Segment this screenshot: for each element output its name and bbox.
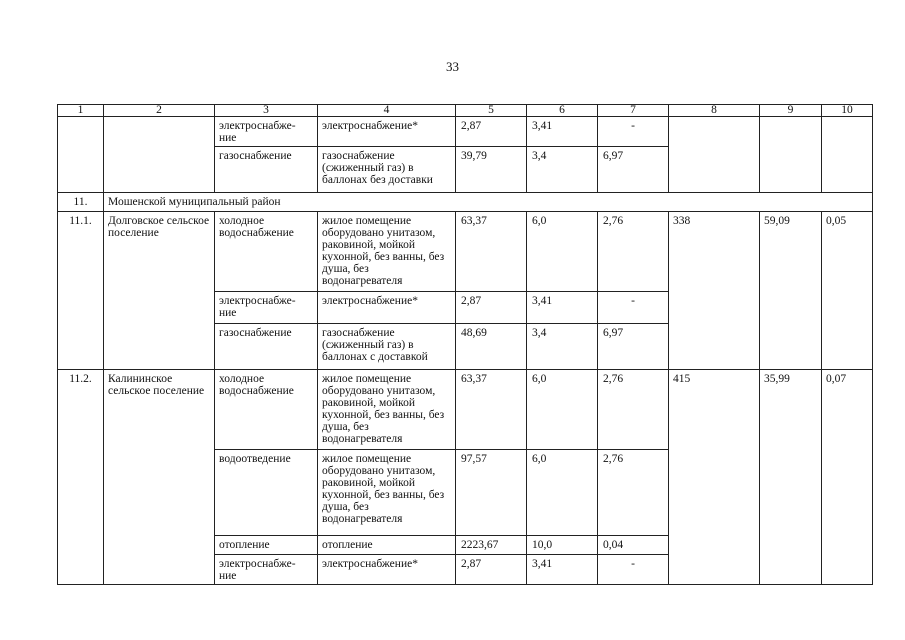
settlement-number: 11.1. [58,212,104,370]
service-cell: холодное водоснабжение [215,212,318,292]
value-cell: 6,97 [598,147,669,193]
value-cell: 0,05 [822,212,873,370]
value-cell: 3,4 [527,324,598,370]
header-cell: 3 [215,105,318,117]
empty-cell [760,117,822,193]
type-cell: электроснабжение* [318,555,456,585]
value-cell: - [598,117,669,147]
value-cell: 6,0 [527,450,598,536]
settlement-name: Долговское сельское поселение [104,212,215,370]
value-cell: 48,69 [456,324,527,370]
header-row [58,105,873,117]
value-cell: 3,41 [527,292,598,324]
type-cell: жилое помещение оборудовано унитазом, раковиной, мойкой кухонной, без ванны, без душа, без водонагревателя [318,212,456,292]
value-cell: 6,0 [527,370,598,450]
value-cell: 6,97 [598,324,669,370]
value-cell: 39,79 [456,147,527,193]
empty-cell [669,117,760,193]
type-cell: жилое помещение оборудовано унитазом, раковиной, мойкой кухонной, без ванны, без душа, без водонагревателя [318,370,456,450]
page-number: 33 [446,59,459,74]
service-cell: газоснабжение [215,324,318,370]
value-cell: 2,87 [456,555,527,585]
value-cell: 59,09 [760,212,822,370]
population-cell: 415 [669,370,760,585]
value-cell: 2,87 [456,117,527,147]
service-cell: электроснабже-ние [215,555,318,585]
tariff-table [57,104,873,585]
service-cell: холодное водоснабжение [215,370,318,450]
empty-cell [58,117,104,193]
empty-cell [104,117,215,193]
value-cell: 0,04 [598,536,669,555]
value-cell: 3,41 [527,117,598,147]
header-cell: 5 [456,105,527,117]
header-cell: 4 [318,105,456,117]
value-cell: - [598,555,669,585]
value-cell: 35,99 [760,370,822,585]
type-cell: электроснабжение* [318,117,456,147]
header-cell: 9 [760,105,822,117]
settlement-name: Калининское сельское поселение [104,370,215,585]
service-cell: отопление [215,536,318,555]
value-cell: 97,57 [456,450,527,536]
header-cell: 10 [822,105,873,117]
header-cell: 8 [669,105,760,117]
district-name: Мошенской муниципальный район [104,193,873,212]
value-cell: 63,37 [456,212,527,292]
service-cell: электроснабже-ние [215,117,318,147]
type-cell: газоснабжение (сжиженный газ) в баллонах без доставки [318,147,456,193]
type-cell: жилое помещение оборудовано унитазом, раковиной, мойкой кухонной, без ванны, без душа, без водонагревателя [318,450,456,536]
service-cell: газоснабжение [215,147,318,193]
header-cell: 7 [598,105,669,117]
value-cell: 2,76 [598,370,669,450]
value-cell: 63,37 [456,370,527,450]
value-cell: 2,87 [456,292,527,324]
value-cell: - [598,292,669,324]
type-cell: газоснабжение (сжиженный газ) в баллонах с доставкой [318,324,456,370]
type-cell: электроснабжение* [318,292,456,324]
value-cell: 3,4 [527,147,598,193]
table-row [58,212,873,292]
table-row [58,117,873,147]
settlement-number: 11.2. [58,370,104,585]
value-cell: 0,07 [822,370,873,585]
value-cell: 10,0 [527,536,598,555]
value-cell: 6,0 [527,212,598,292]
value-cell: 3,41 [527,555,598,585]
header-cell: 6 [527,105,598,117]
value-cell: 2,76 [598,212,669,292]
district-row [58,193,873,212]
population-cell: 338 [669,212,760,370]
table-row [58,370,873,450]
value-cell: 2,76 [598,450,669,536]
empty-cell [822,117,873,193]
type-cell: отопление [318,536,456,555]
service-cell: водоотведение [215,450,318,536]
header-cell: 2 [104,105,215,117]
district-number: 11. [58,193,104,212]
service-cell: электроснабже-ние [215,292,318,324]
header-cell: 1 [58,105,104,117]
value-cell: 2223,67 [456,536,527,555]
